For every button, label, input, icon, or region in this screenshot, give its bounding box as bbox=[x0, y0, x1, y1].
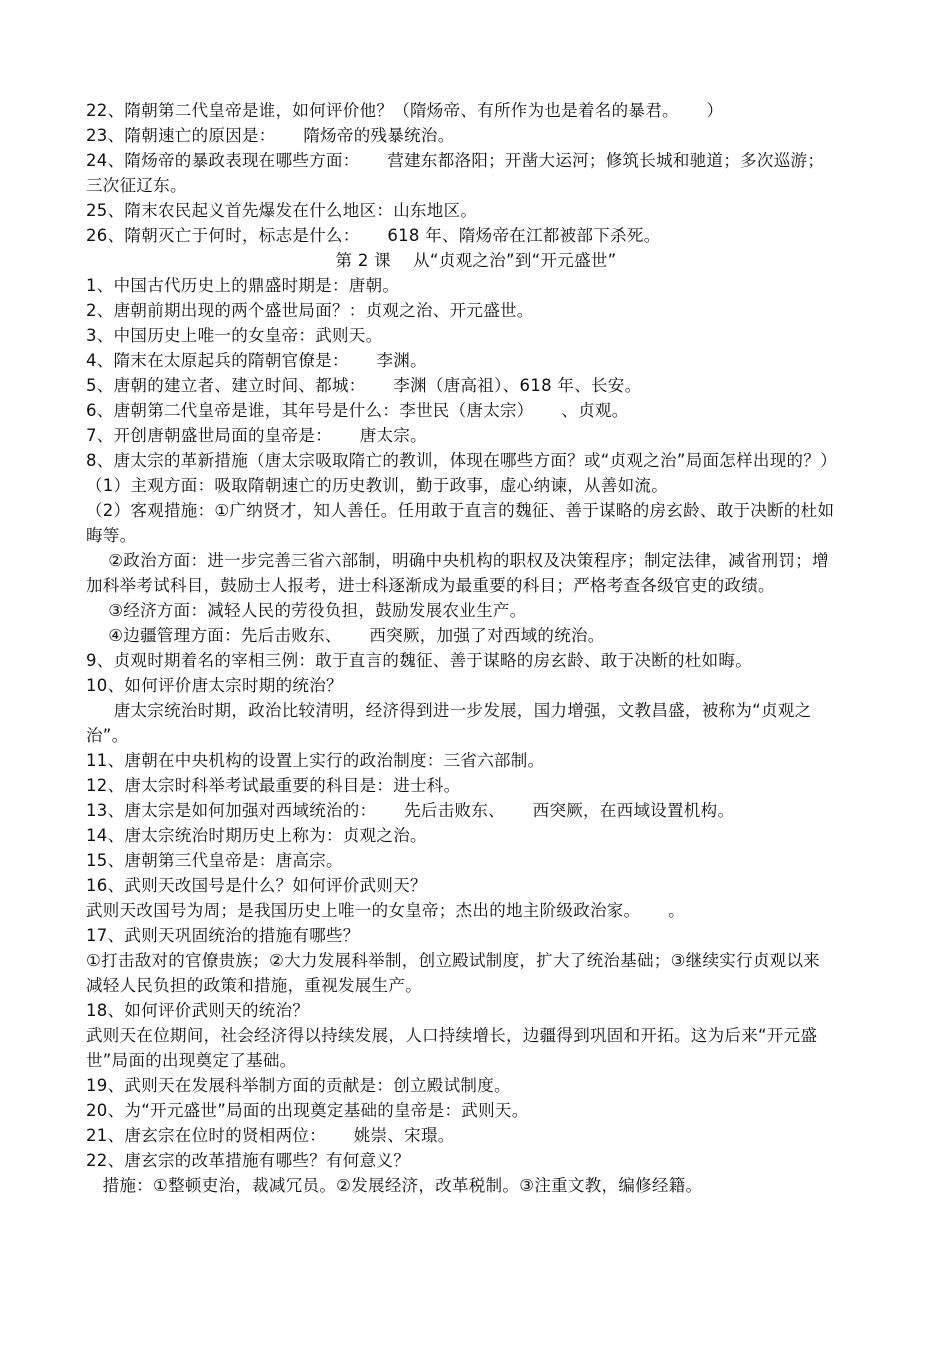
item-10-answer: 唐太宗统治时期，政治比较清明，经济得到进一步发展，国力增强，文教昌盛，被称为“贞观之治”。 bbox=[86, 701, 812, 745]
item-19: 19、武则天在发展科举制方面的贡献是：创立殿试制度。 bbox=[86, 1076, 511, 1095]
item-8-question: 8、唐太宗的革新措施（唐太宗吸取隋亡的教训，体现在哪些方面？或“贞观之治”局面怎样出现的？） bbox=[86, 451, 837, 470]
item-6: 6、唐朝第二代皇帝是谁，其年号是什么：李世民（唐太宗） 、贞观。 bbox=[86, 401, 629, 420]
item-8-objective-talent: （2）客观措施：①广纳贤才，知人善任。任用敢于直言的魏征、善于谋略的房玄龄、敢于决断的杜如晦等。 bbox=[86, 501, 835, 545]
item-15: 15、唐朝第三代皇帝是：唐高宗。 bbox=[86, 851, 343, 870]
item-18-answer: 武则天在位期间，社会经济得以持续发展，人口持续增长，边疆得到巩固和开拓。这为后来“开元盛世”局面的出现奠定了基础。 bbox=[86, 1026, 818, 1070]
item-13: 13、唐太宗是如何加强对西域统治的： 先后击败东、 西突厥，在西域设置机构。 bbox=[86, 801, 735, 820]
item-10-question: 10、如何评价唐太宗时期的统治？ bbox=[86, 676, 343, 695]
item-22-question: 22、唐玄宗的改革措施有哪些？有何意义？ bbox=[86, 1151, 410, 1170]
q25-peasant-uprising: 25、隋末农民起义首先爆发在什么地区：山东地区。 bbox=[86, 201, 478, 220]
item-8-frontier: ④边疆管理方面：先后击败东、 西突厥，加强了对西域的统治。 bbox=[86, 626, 605, 645]
item-18-question: 18、如何评价武则天的统治？ bbox=[86, 1001, 310, 1020]
item-12: 12、唐太宗时科举考试最重要的科目是：进士科。 bbox=[86, 776, 461, 795]
item-5: 5、唐朝的建立者、建立时间、都城： 李渊（唐高祖）、618 年、长安。 bbox=[86, 376, 642, 395]
q23-sui-fall-reason: 23、隋朝速亡的原因是： 隋炀帝的残暴统治。 bbox=[86, 126, 455, 145]
item-11: 11、唐朝在中央机构的设置上实行的政治制度：三省六部制。 bbox=[86, 751, 545, 770]
item-20: 20、为“开元盛世”局面的出现奠定基础的皇帝是：武则天。 bbox=[86, 1101, 529, 1120]
item-7: 7、开创唐朝盛世局面的皇帝是： 唐太宗。 bbox=[86, 426, 427, 445]
item-17-question: 17、武则天巩固统治的措施有哪些？ bbox=[86, 926, 360, 945]
item-8-subjective: （1）主观方面：吸取隋朝速亡的历史教训，勤于政事，虚心纳谏，从善如流。 bbox=[86, 476, 668, 495]
item-14: 14、唐太宗统治时期历史上称为：贞观之治。 bbox=[86, 826, 427, 845]
item-8-economic: ③经济方面：减轻人民的劳役负担，鼓励发展农业生产。 bbox=[86, 601, 527, 620]
item-4: 4、隋末在太原起兵的隋朝官僚是： 李渊。 bbox=[86, 351, 427, 370]
item-8-political: ②政治方面：进一步完善三省六部制，明确中央机构的职权及决策程序；制定法律，减省刑罚；增加科举考试科目，鼓励士人报考，进士科逐渐成为最重要的科目；严格考查各级官吏的政绩。 bbox=[86, 551, 829, 595]
item-16-question: 16、武则天改国号是什么？如何评价武则天？ bbox=[86, 876, 427, 895]
item-2: 2、唐朝前期出现的两个盛世局面？：贞观之治、开元盛世。 bbox=[86, 301, 534, 320]
lesson-title: 第 2 课 从“贞观之治”到“开元盛世” bbox=[335, 251, 617, 270]
document-body bbox=[86, 98, 836, 1198]
q24-yangdi-tyranny: 24、隋炀帝的暴政表现在哪些方面： 营建东都洛阳；开凿大运河；修筑长城和驰道；多次巡游；三次征辽东。 bbox=[86, 151, 825, 195]
item-1: 1、中国古代历史上的鼎盛时期是：唐朝。 bbox=[86, 276, 400, 295]
q26-sui-end: 26、隋朝灭亡于何时，标志是什么： 618 年、隋炀帝在江都被部下杀死。 bbox=[86, 226, 661, 245]
item-3: 3、中国历史上唯一的女皇帝：武则天。 bbox=[86, 326, 383, 345]
item-9: 9、贞观时期着名的宰相三例：敢于直言的魏征、善于谋略的房玄龄、敢于决断的杜如晦。 bbox=[86, 651, 752, 670]
item-17-answer: ①打击敌对的官僚贵族；②大力发展科举制，创立殿试制度，扩大了统治基础；③继续实行贞观以来减轻人民负担的政策和措施，重视发展生产。 bbox=[86, 951, 821, 995]
item-22-measures: 措施：①整顿吏治，裁减冗员。②发展经济，改革税制。③注重文教，编修经籍。 bbox=[86, 1176, 703, 1195]
q22-sui-second-emperor: 22、隋朝第二代皇帝是谁，如何评价他？（隋炀帝、有所作为也是着名的暴君。 ） bbox=[86, 101, 724, 120]
item-21: 21、唐玄宗在位时的贤相两位： 姚崇、宋璟。 bbox=[86, 1126, 455, 1145]
item-16-answer: 武则天改国号为周；是我国历史上唯一的女皇帝；杰出的地主阶级政治家。 。 bbox=[86, 901, 685, 920]
